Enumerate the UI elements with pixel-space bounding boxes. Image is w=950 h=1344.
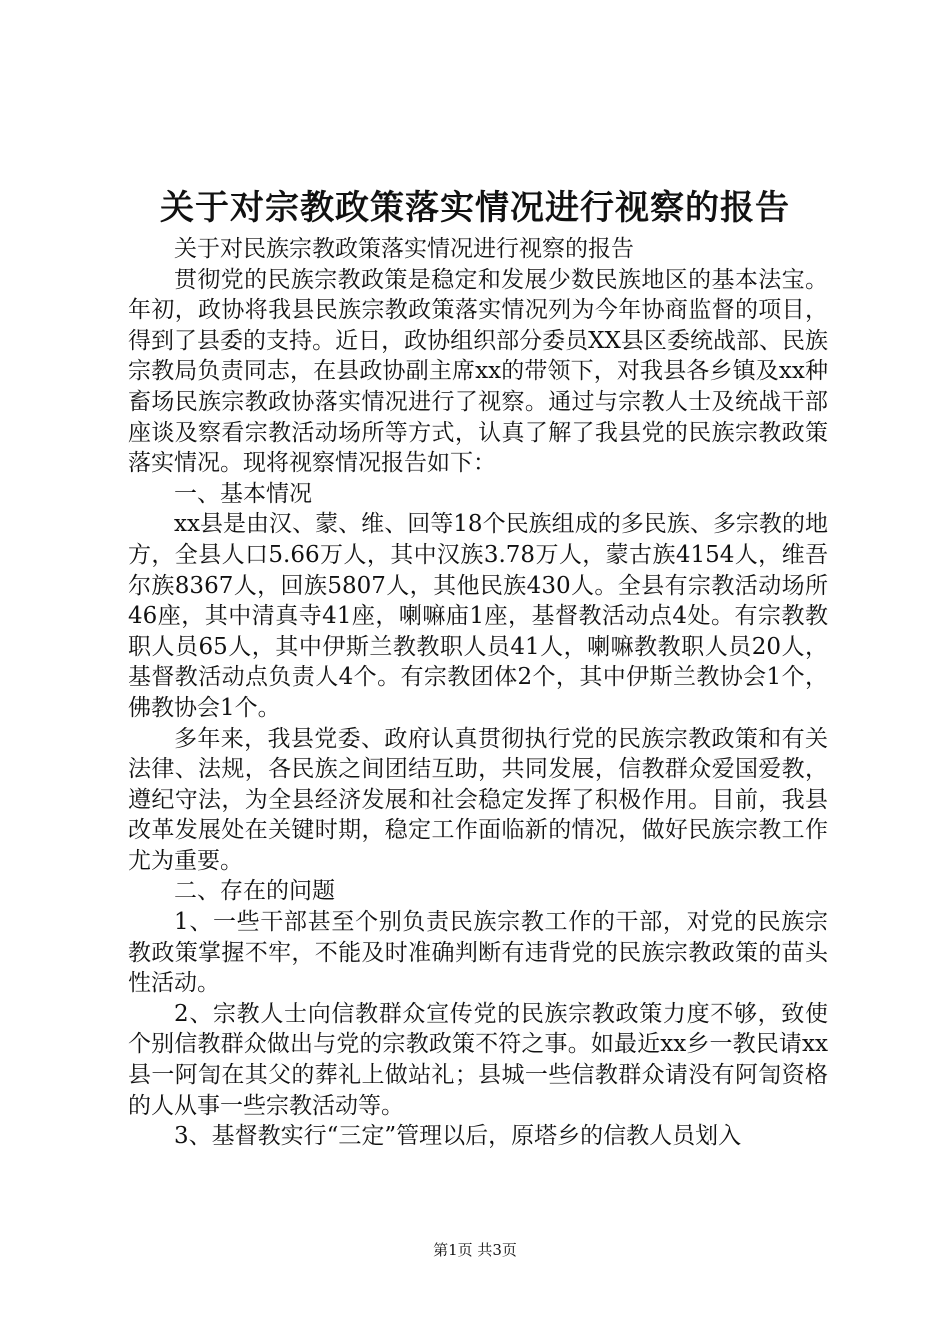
section-heading-problems: 二、存在的问题	[174, 878, 335, 905]
document-title: 关于对宗教政策落实情况进行视察的报告	[160, 188, 790, 228]
problem-1-paragraph: 1、一些干部甚至个别负责民族宗教工作的干部，对党的民族宗教政策掌握不牢，不能及时准确判断有违背党的民族宗教政策的苗头性活动。	[128, 909, 828, 997]
subtitle-paragraph: 关于对民族宗教政策落实情况进行视察的报告	[174, 236, 634, 262]
basic-situation-paragraph: xx县是由汉、蒙、维、回等18个民族组成的多民族、多宗教的地方，全县人口5.66万人，其中汉族3.78万人，蒙古族4154人，维吾尔族8367人，回族5807人，其他民族430人。全县有宗教活动场所46座，其中清真寺41座，喇嘛庙1座，基督教活动点4处。有宗教教职人员65人，其中伊斯兰教教职人员41人，喇嘛教教职人员20人，基督教活动点负责人4个。有宗教团体2个，其中伊斯兰教协会1个，佛教协会1个。	[128, 511, 828, 721]
problem-2-paragraph: 2、宗教人士向信教群众宣传党的民族宗教政策力度不够，致使个别信教群众做出与党的宗教政策不符之事。如最近xx乡一教民请xx县一阿訇在其父的葬礼上做站礼；县城一些信教群众请没有阿訇资格的人从事一些宗教活动等。	[128, 1000, 828, 1119]
document-body	[128, 234, 828, 1152]
intro-paragraph: 贯彻党的民族宗教政策是稳定和发展少数民族地区的基本法宝。年初，政协将我县民族宗教政策落实情况列为今年协商监督的项目，得到了县委的支持。近日，政协组织部分委员XX县区委统战部、民族宗教局负责同志，在县政协副主席xx的带领下，对我县各乡镇及xx种畜场民族宗教政协落实情况进行了视察。通过与宗教人士及统战干部座谈及察看宗教活动场所等方式，认真了解了我县党的民族宗教政策落实情况。现将视察情况报告如下：	[128, 266, 828, 477]
section-heading-basic: 一、基本情况	[174, 480, 312, 507]
problem-3-paragraph: 3、基督教实行“三定”管理以后，原塔乡的信教人员划入	[174, 1123, 742, 1150]
page-footer: 第1页 共3页	[433, 1241, 517, 1259]
policy-paragraph: 多年来，我县党委、政府认真贯彻执行党的民族宗教政策和有关法律、法规，各民族之间团结互助，共同发展，信教群众爱国爱教，遵纪守法，为全县经济发展和社会稳定发挥了积极作用。目前，我县改革发展处在关键时期，稳定工作面临新的情况，做好民族宗教工作尤为重要。	[128, 725, 828, 874]
